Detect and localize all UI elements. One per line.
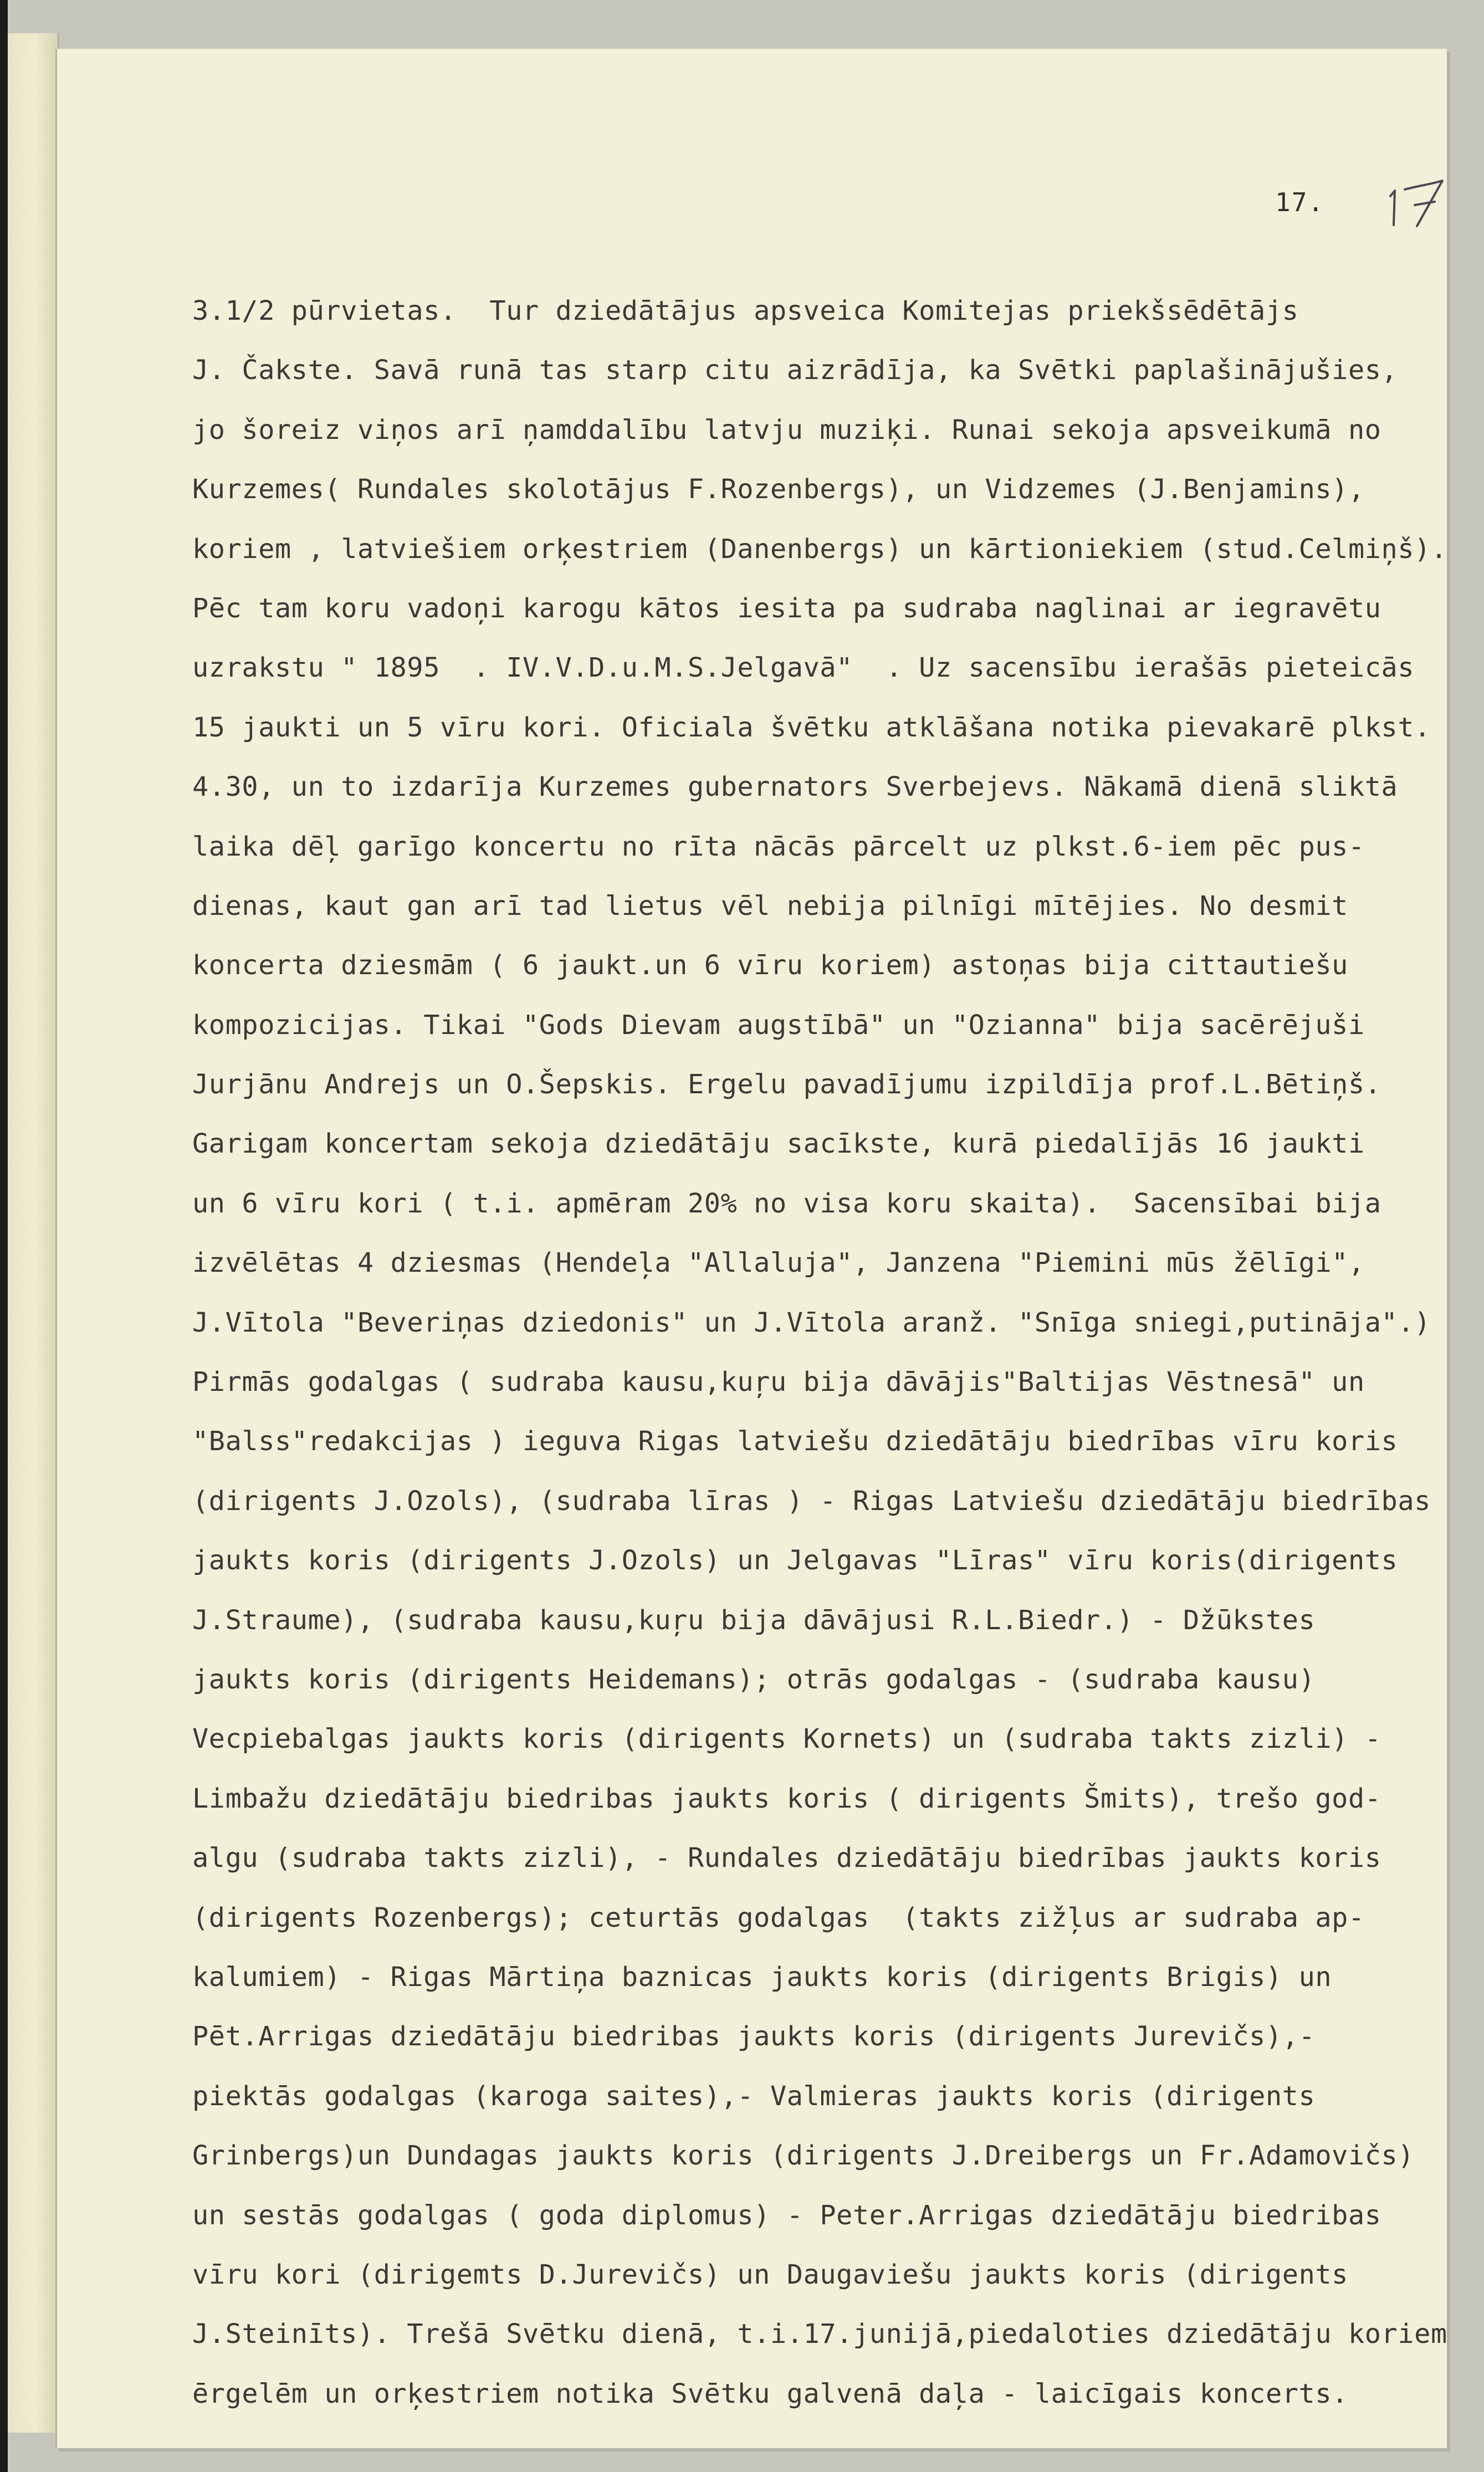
typewritten-text [192, 282, 1484, 2424]
text-line: uzrakstu " 1895 . IV.V.D.u.M.S.Jelgavā" . Uz sacensību ierašās pieteicās [192, 652, 1415, 684]
text-line: Grinbergs)un Dundagas jaukts koris (dirigents J.Dreibergs un Fr.Adamovičs) [192, 2140, 1415, 2172]
text-line: Pirmās godalgas ( sudraba kausu,kuŗu bija dāvājis"Baltijas Vēstnesā" un [192, 1366, 1365, 1398]
text-line: (dirigents J.Ozols), (sudraba līras ) - Rigas Latviešu dziedātāju biedrības [192, 1485, 1431, 1517]
text-line: vīru kori (dirigemts D.Jurevičs) un Daugaviešu jaukts koris (dirigents [192, 2259, 1348, 2290]
text-line: Kurzemes( Rundales skolotājus F.Rozenbergs), un Vidzemes (J.Benjamins), [192, 474, 1365, 505]
text-line: Limbažu dziedātāju biedribas jaukts koris ( dirigents Šmits), trešo god- [192, 1783, 1381, 1814]
text-line: J. Čakste. Savā runā tas starp citu aizrādīja, ka Svētki paplašinājušies, [192, 355, 1398, 386]
text-line: Garigam koncertam sekoja dziedātāju sacīkste, kurā piedalījās 16 jaukti [192, 1128, 1365, 1160]
text-line: kompozicijas. Tikai "Gods Dievam augstībā" un "Ozianna" bija sacērējuši [192, 1009, 1365, 1041]
document-page [55, 49, 1447, 2448]
text-line: dienas, kaut gan arī tad lietus vēl nebija pilnīgi mītējies. No desmit [192, 890, 1348, 922]
text-line: jaukts koris (dirigents Heidemans); otrās godalgas - (sudraba kausu) [192, 1664, 1316, 1695]
text-line: koriem , latviešiem orķestriem (Danenbergs) un kārtioniekiem (stud.Celmiņš). [192, 533, 1447, 565]
text-line: algu (sudraba takts zizli), - Rundales dziedātāju biedrības jaukts koris [192, 1843, 1381, 1874]
page-number: 17. [1275, 187, 1325, 217]
text-line: J.Straume), (sudraba kausu,kuŗu bija dāvājusi R.L.Biedr.) - Džūkstes [192, 1604, 1316, 1636]
text-line: 3.1/2 pūrvietas. Tur dziedātājus apsveica Komitejas priekšsēdētājs [192, 295, 1299, 326]
text-line: ērgelēm un orķestriem notika Svētku galvenā daļa - laicīgais koncerts. [192, 2378, 1348, 2409]
text-line: Pēc tam koru vadoņi karogu kātos iesita pa sudraba naglinai ar iegravētu [192, 592, 1381, 624]
text-line: un sestās godalgas ( goda diplomus) - Peter.Arrigas dziedātāju biedribas [192, 2199, 1381, 2231]
text-line: 4.30, un to izdarīja Kurzemes gubernators Sverbejevs. Nākamā dienā sliktā [192, 771, 1398, 803]
text-line: laika dēļ garīgo koncertu no rīta nācās pārcelt uz plkst.6-iem pēc pus- [192, 831, 1365, 862]
text-line: Jurjānu Andrejs un O.Šepskis. Ergelu pavadījumu izpildīja prof.L.Bētiņš. [192, 1069, 1381, 1101]
text-line: jaukts koris (dirigents J.Ozols) un Jelgavas "Līras" vīru koris(dirigents [192, 1545, 1398, 1577]
text-line: J.Vītola "Beveriņas dziedonis" un J.Vītola aranž. "Snīga sniegi,putināja".) [192, 1307, 1431, 1338]
text-line: "Balss"redakcijas ) ieguva Rigas latviešu dziedātāju biedrības vīru koris [192, 1426, 1398, 1457]
text-line: jo šoreiz viņos arī ņamddalību latvju muziķi. Runai sekoja apsveikumā no [192, 414, 1381, 446]
previous-page-edge [8, 33, 59, 2433]
text-line: koncerta dziesmām ( 6 jaukt.un 6 vīru koriem) astoņas bija cittautiešu [192, 950, 1348, 981]
text-line: izvēlētas 4 dziesmas (Hendeļa "Allaluja", Janzena "Piemini mūs žēlīgi", [192, 1247, 1365, 1279]
text-line: un 6 vīru kori ( t.i. apmēram 20% no visa koru skaita). Sacensībai bija [192, 1188, 1381, 1219]
text-line: kalumiem) - Rigas Mārtiņa baznicas jaukts koris (dirigents Brigis) un [192, 1961, 1332, 1993]
text-line: piektās godalgas (karoga saites),- Valmieras jaukts koris (dirigents [192, 2080, 1316, 2112]
text-line: Vecpiebalgas jaukts koris (dirigents Kornets) un (sudraba takts zizli) - [192, 1723, 1381, 1755]
text-line: 15 jaukti un 5 vīru kori. Oficiala švētku atklāšana notika pievakarē plkst. [192, 712, 1431, 743]
text-line: J.Steinīts). Trešā Svētku dienā, t.i.17.junijā,piedaloties dziedātāju koriem [192, 2319, 1447, 2350]
text-line: (dirigents Rozenbergs); ceturtās godalgas (takts zižļus ar sudraba ap- [192, 1902, 1365, 1933]
binding-edge [0, 0, 8, 2472]
handwritten-page-number [1383, 174, 1448, 229]
text-line: Pēt.Arrigas dziedātāju biedribas jaukts koris (dirigents Jurevičs),- [192, 2021, 1316, 2053]
